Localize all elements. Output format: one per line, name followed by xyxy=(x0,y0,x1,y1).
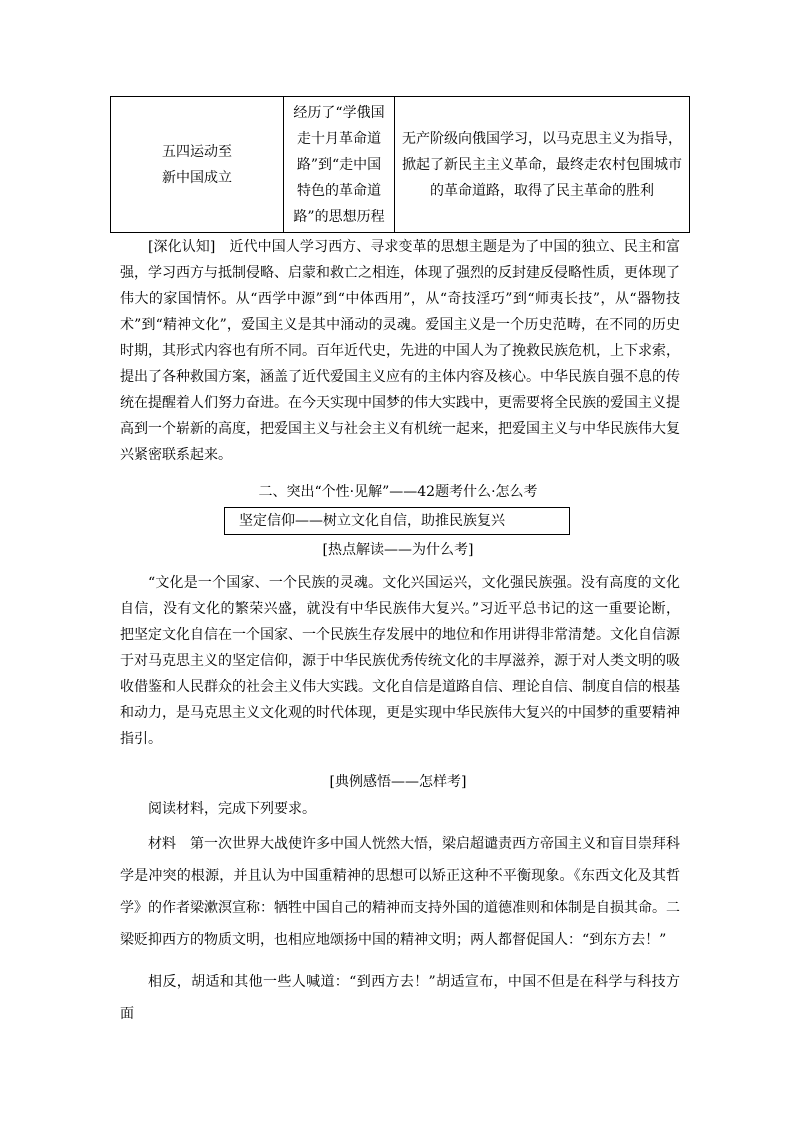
theme-title: 坚定信仰——树立文化自信，助推民族复兴 xyxy=(239,513,505,529)
material-paragraph xyxy=(120,828,680,956)
theme-box xyxy=(224,507,570,535)
process-line: 路”到“走中国 xyxy=(296,156,382,173)
result-line: 无产阶级向俄国学习，以马克思主义为指导， xyxy=(402,130,682,147)
period-cell xyxy=(111,97,284,233)
period-line-1: 五四运动至 xyxy=(162,143,232,160)
instruction-text: 阅读材料，完成下列要求。 xyxy=(148,801,316,817)
why-label: [热点解读——为什么考] xyxy=(322,542,474,558)
process-line: 路”的思想历程 xyxy=(293,208,385,225)
thought-history-table xyxy=(110,96,690,233)
deepen-label: [深化认知] xyxy=(148,239,216,255)
continuation-paragraph: 相反，胡适和其他一些人喊道：“到西方去！”胡适宣布，中国不但是在科学与科技方面 xyxy=(120,974,680,1022)
process-line: 走十月革命道 xyxy=(297,130,381,147)
section-heading: 二、突出“个性·见解”——42题考什么·怎么考 xyxy=(258,484,538,500)
deepen-paragraph xyxy=(120,234,680,468)
material-text: 第一次世界大战使许多中国人恍然大悟，梁启超谴责西方帝国主义和盲目崇拜科学是冲突的根源，并且认为中国重精神的思想可以矫正这种不平衡现象。《东西文化及其哲学》的作者梁漱溟宣称：牺牲中国自己的精神而支持外国的道德准则和体制是自损其命。二梁贬抑西方的物质文明，也相应地颂扬中国的精神文明；两人都督促国人：“到东方去！” xyxy=(120,836,680,948)
period-line-2: 新中国成立 xyxy=(162,169,232,186)
process-line: 特色的革命道 xyxy=(297,182,381,199)
how-label: [典例感悟——怎样考] xyxy=(329,774,467,790)
material-label: 材料 xyxy=(148,836,176,852)
process-cell xyxy=(284,97,395,233)
result-cell xyxy=(395,97,690,233)
result-line: 的革命道路，取得了民主革命的胜利 xyxy=(430,182,654,199)
deepen-text: 近代中国人学习西方、寻求变革的思想主题是为了中国的独立、民主和富强，学习西方与抵制侵略、启蒙和救亡之相连，体现了强烈的反封建反侵略性质，更体现了伟大的家国情怀。从“西学中源”到“中体西用”，从“奇技淫巧”到“师夷长技”，从“器物技术”到“精神文化”，爱国主义是其中涌动的灵魂。爱国主义是一个历史范畴，在不同的历史时期，其形式内容也有所不同。百年近代史，先进的中国人为了挽救民族危机，上下求索，提出了各种救国方案，涵盖了近代爱国主义应有的主体内容及核心。中华民族自强不息的传统在提醒着人们努力奋进。在今天实现中国梦的伟大实践中，更需要将全民族的爱国主义提高到一个崭新的高度，把爱国主义与社会主义有机统一起来，把爱国主义与中华民族伟大复兴紧密联系起来。 xyxy=(120,239,680,463)
result-line: 掀起了新民主主义革命，最终走农村包围城市 xyxy=(402,156,682,173)
why-paragraph: “文化是一个国家、一个民族的灵魂。文化兴国运兴，文化强民族强。没有高度的文化自信，没有文化的繁荣兴盛，就没有中华民族伟大复兴。”习近平总书记的这一重要论断，把坚定文化自信在一个国家、一个民族生存发展中的地位和作用讲得非常清楚。文化自信源于对马克思主义的坚定信仰，源于中华民族优秀传统文化的丰厚滋养，源于对人类文明的吸收借鉴和人民群众的社会主义伟大实践。文化自信是道路自信、理论自信、制度自信的根基和动力，是马克思主义文化观的时代体现，更是实现中华民族伟大复兴的中国梦的重要精神指引。 xyxy=(120,575,680,747)
table-row xyxy=(111,97,690,233)
process-line: 经历了“学俄国 xyxy=(293,104,385,121)
